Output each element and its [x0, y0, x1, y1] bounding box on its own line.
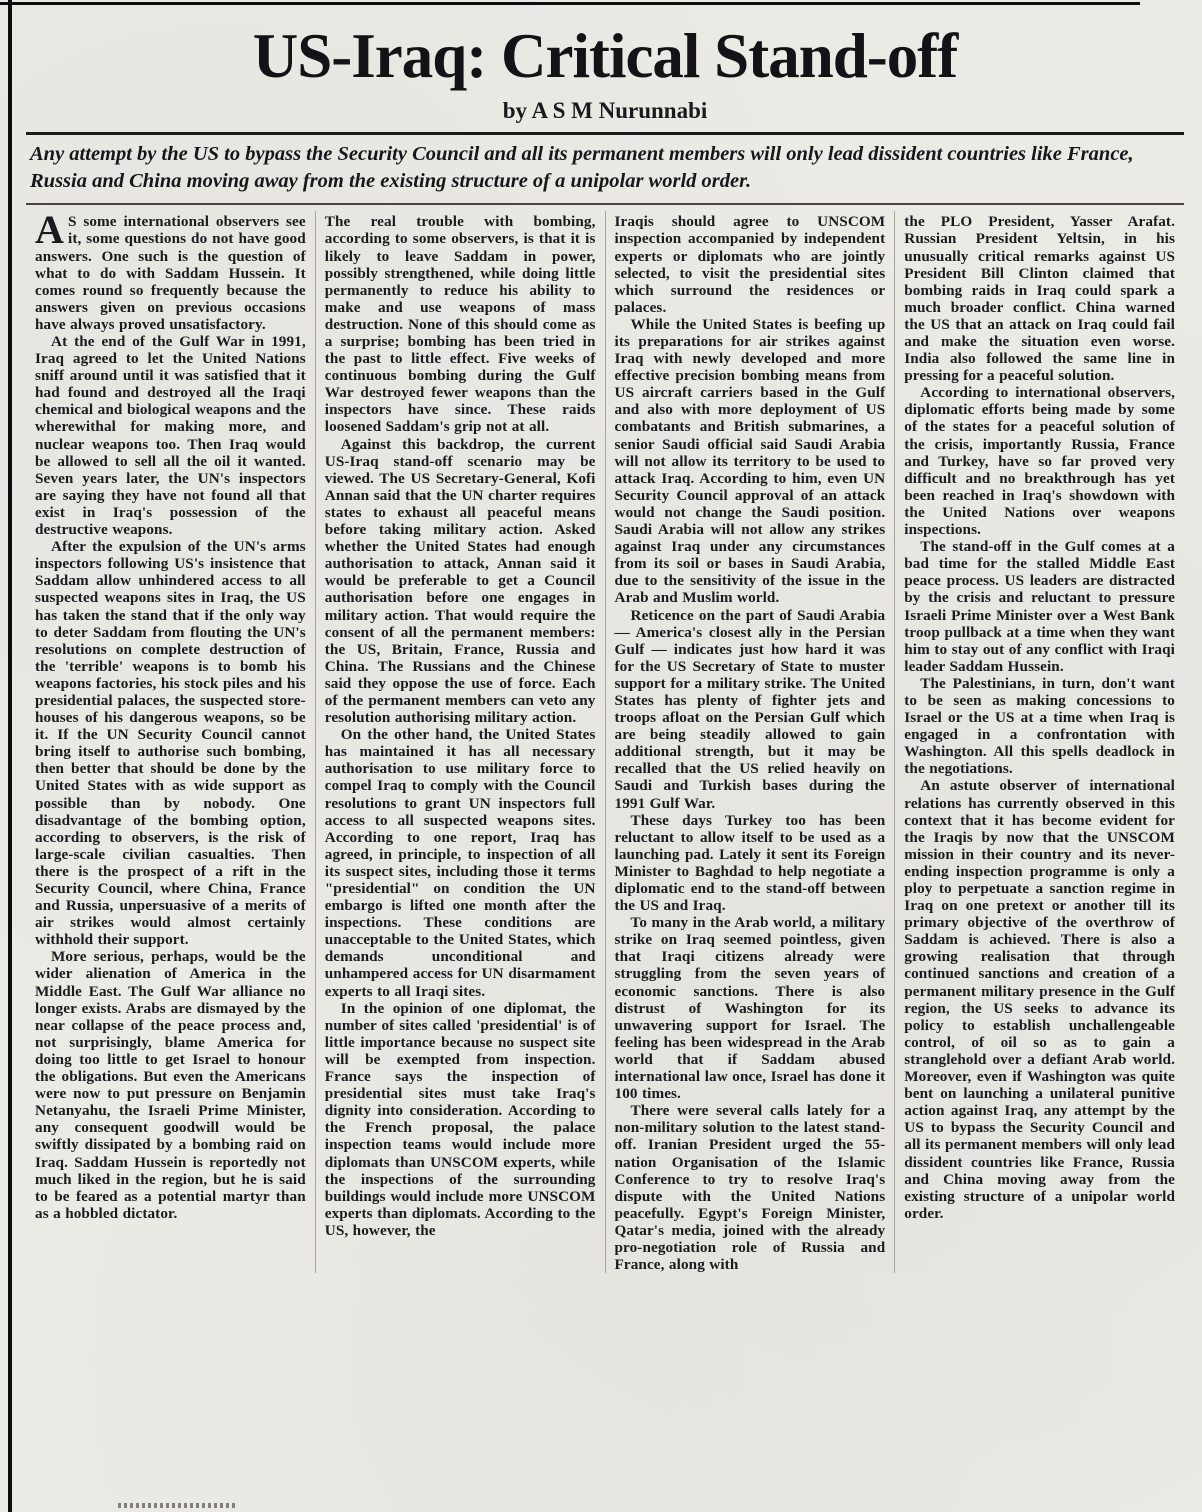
paragraph-text: S some international observers see it, some questions do not have good answers. One such is the question of what to do with Saddam Hussein. It comes round so frequently because the answers given on previous occasions have always proved unsatisfactory.: [35, 213, 306, 333]
article-column-4: [894, 211, 1184, 1273]
article-body: [26, 207, 1184, 1274]
standfirst: [26, 132, 1184, 205]
paragraph: Against this backdrop, the current US-Iraq stand-off scenario may be viewed. The US Secretary-General, Kofi Annan said that the UN charter requires states to exhaust all peaceful means before taking military action. Asked whether the United States had enough authorisation to attack, Annan said it would be preferable to get a Council authorisation before one engages in military action. That would require the consent of all the permanent members: the US, Britain, France, Russia and China. The Russians and the Chinese said they oppose the use of force. Each of the permanent members can veto any resolution authorising military action.: [324, 435, 596, 727]
paragraph: The real trouble with bombing, according to some observers, is that it is likely to leave Saddam in power, possibly strengthened, while doing little permanently to reduce his ability to make and use weapons of mass destruction. None of this should come as a surprise; bombing has been tried in the past to little effect. Five weeks of continuous bombing during the Gulf War destroyed fewer weapons than the inspectors have since. These raids loosened Saddam's grip not at all.: [324, 213, 596, 436]
paragraph: The stand-off in the Gulf comes at a bad time for the stalled Middle East peace process. US leaders are distracted by the crisis and reluctant to pressure Israeli Prime Minister over a West Bank troop pullback at a time when they want him to stay out of any conflict with Iraqi leader Saddam Hussein.: [904, 538, 1175, 675]
paragraph: While the United States is beefing up its preparations for air strikes against Iraq with newly developed and more effective precision bombing means from US aircraft carriers based in the Gulf and also with more deployment of US combatants and British submarines, a senior Saudi official said Saudi Arabia will not allow its territory to be used to attack Iraq. According to him, even UN Security Council approval of an attack would not change the Saudi position. Saudi Arabia will not allow any strikes against Iraq under any circumstances from its soil or bases in Saudi Arabia, due to the sensitivity of the issue in the Arab and Muslim world.: [614, 315, 886, 607]
paragraph: Iraqis should agree to UNSCOM inspection accompanied by independent experts or diplomats who are jointly selected, to visit the presidential sites which surround the residences or palaces.: [614, 213, 886, 316]
paragraph: After the expulsion of the UN's arms inspectors following US's insistence that Saddam allow unhindered access to all suspected weapons sites in Iraq, the US has taken the stand that if the only way to deter Saddam from flouting the UN's resolutions on complete destruction of the 'terrible' weapons is to bomb his weapons factories, his stock piles and his presidential palaces, the suspected store-houses of his dangerous weapons, so be it. If the UN Security Council cannot bring itself to authorise such bombing, then better that should be done by the United States with as wide support as possible than by nobody. One disadvantage of the bombing option, according to observers, is the risk of large-scale civilian casualties. Then there is the prospect of a rift in the Security Council, where China, France and Russia, unpersuasive of a merits of air strikes would almost certainly withhold their support.: [35, 538, 306, 949]
scan-smudge: [118, 1503, 238, 1508]
paragraph: [35, 207, 306, 333]
paragraph: At the end of the Gulf War in 1991, Iraq agreed to let the United Nations sniff around until it was satisfied that it had found and destroyed all the Iraqi chemical and biological weapons and the wherewithal for making more, and nuclear weapons too. Then Iraq would be allowed to sell all the oil it wanted. Seven years later, the UN's inspectors are saying they have not found all that exist in Iraq's possession of the destructive weapons.: [35, 333, 306, 539]
drop-cap: A: [35, 207, 64, 253]
article-column-1: [26, 207, 315, 1273]
paragraph: An astute observer of international relations has currently observed in this context that it has become evident for the Iraqis by now that the UNSCOM mission in their country and its never-ending inspection programme is only a ploy to perpetuate a sanction regime in Iraq on one pretext or another till its primary objective of the overthrow of Saddam is achieved. There is also a growing realisation that through continued sanctions and creation of a permanent military presence in the Gulf region, the US seeks to advance its policy to establish unchallengeable control, of oil so as to gain a stranglehold over a defiant Arab world. Moreover, even if Washington was quite bent on launching a unilateral punitive action against Iraq, any attempt by the US to bypass the Security Council and all its permanent members will only lead dissident countries like France, Russia and China moving away from the existing structure of a unipolar world order.: [904, 777, 1175, 1222]
paragraph: The Palestinians, in turn, don't want to be seen as making concessions to Israel or the US at a time when Iraq is engaged in a confrontation with Washington. All this spells deadlock in the negotiations.: [904, 674, 1175, 778]
scan-border-top: [0, 2, 1140, 5]
article-column-3: [605, 211, 895, 1273]
standfirst-text: Any attempt by the US to bypass the Security Council and all its permanent members will only lead dissident countries like France, Russia and China moving away from the existing structure of a unipolar world order.: [30, 143, 1134, 193]
paragraph: To many in the Arab world, a military strike on Iraq seemed pointless, given that Iraqi citizens already were struggling from the seven years of economic sanctions. There is also distrust of Washington for its unwavering support for Israel. The feeling has been widespread in the Arab world that if Saddam abused international law once, Israel has done it 100 times.: [614, 914, 886, 1103]
paragraph: On the other hand, the United States has maintained it has all necessary authorisation to use military force to compel Iraq to comply with the Council resolutions to grant UN inspectors full access to all suspected weapons sites. According to one report, Iraq has agreed, in principle, to inspection of all its suspect sites, including those it terms "presidential" on condition the UN embargo is lifted one month after the inspections. These conditions are unacceptable to the United States, which demands unconditional and unhampered access for UN disarmament experts to all Iraqi sites.: [324, 726, 596, 1000]
paragraph: Reticence on the part of Saudi Arabia — America's closest ally in the Persian Gulf — indicates just how hard it was for the US Secretary of State to muster support for a military strike. The United States has plenty of fighter jets and troops afloat on the Persian Gulf which are being steadily allowed to gain additional strength, but it may be recalled that the US relied heavily on Saudi and Turkish bases during the 1991 Gulf War.: [614, 606, 886, 812]
article-column-2: [315, 211, 605, 1273]
scan-border-left: [8, 0, 12, 1512]
paragraph: These days Turkey too has been reluctant to allow itself to be used as a launching pad. Lately it sent its Foreign Minister to Baghdad to help negotiate a diplomatic end to the stand-off between the US and Iraq.: [614, 811, 886, 915]
article-title: US-Iraq: Critical Stand-off: [252, 21, 958, 91]
paragraph: In the opinion of one diplomat, the number of sites called 'presidential' is of little importance because no suspect site will be exempted from inspection. France says the inspection of presidential sites must take Iraq's dignity into consideration. According to the French proposal, the palace inspection teams would include more diplomats than UNSCOM experts, while the inspections of the surrounding buildings would include more UNSCOM experts than diplomats. According to the US, however, the: [324, 999, 596, 1239]
masthead: [26, 10, 1184, 124]
article-byline: by A S M Nurunnabi: [502, 98, 708, 124]
paragraph: the PLO President, Yasser Arafat. Russian President Yeltsin, in his unusually critical remarks against US President Bill Clinton claimed that bombing raids in Iraq could spark a much broader conflict. China warned the US that an attack on Iraq could fail and make the situation even worse. India also followed the same line in pressing for a peaceful solution.: [904, 213, 1175, 385]
paragraph: More serious, perhaps, would be the wider alienation of America in the Middle East. The Gulf War alliance no longer exists. Arabs are dismayed by the near collapse of the peace process and, not surprisingly, blame America for doing too little to get Israel to honour the obligations. But even the Americans were now to put pressure on Benjamin Netanyahu, the Israeli Prime Minister, any consequent goodwill would be swiftly dissipated by a bombing raid on Iraq. Saddam Hussein is reportedly not much liked in the region, but he is said to be feared as a potential martyr than as a hobbled dictator.: [35, 948, 306, 1222]
paragraph: According to international observers, diplomatic efforts being made by some of the states for a peaceful solution of the crisis, importantly Russia, France and Turkey, have so far proved very difficult and no breakthrough has yet been reached in Iraq's showdown with the United Nations over weapons inspections.: [904, 384, 1175, 539]
paragraph: There were several calls lately for a non-military solution to the latest stand-off. Iranian President urged the 55-nation Organisation of the Islamic Conference to try to resolve Iraq's dispute with the United Nations peacefully. Egypt's Foreign Minister, Qatar's media, joined with the already pro-negotiation role of Russia and France, along with: [614, 1102, 886, 1274]
